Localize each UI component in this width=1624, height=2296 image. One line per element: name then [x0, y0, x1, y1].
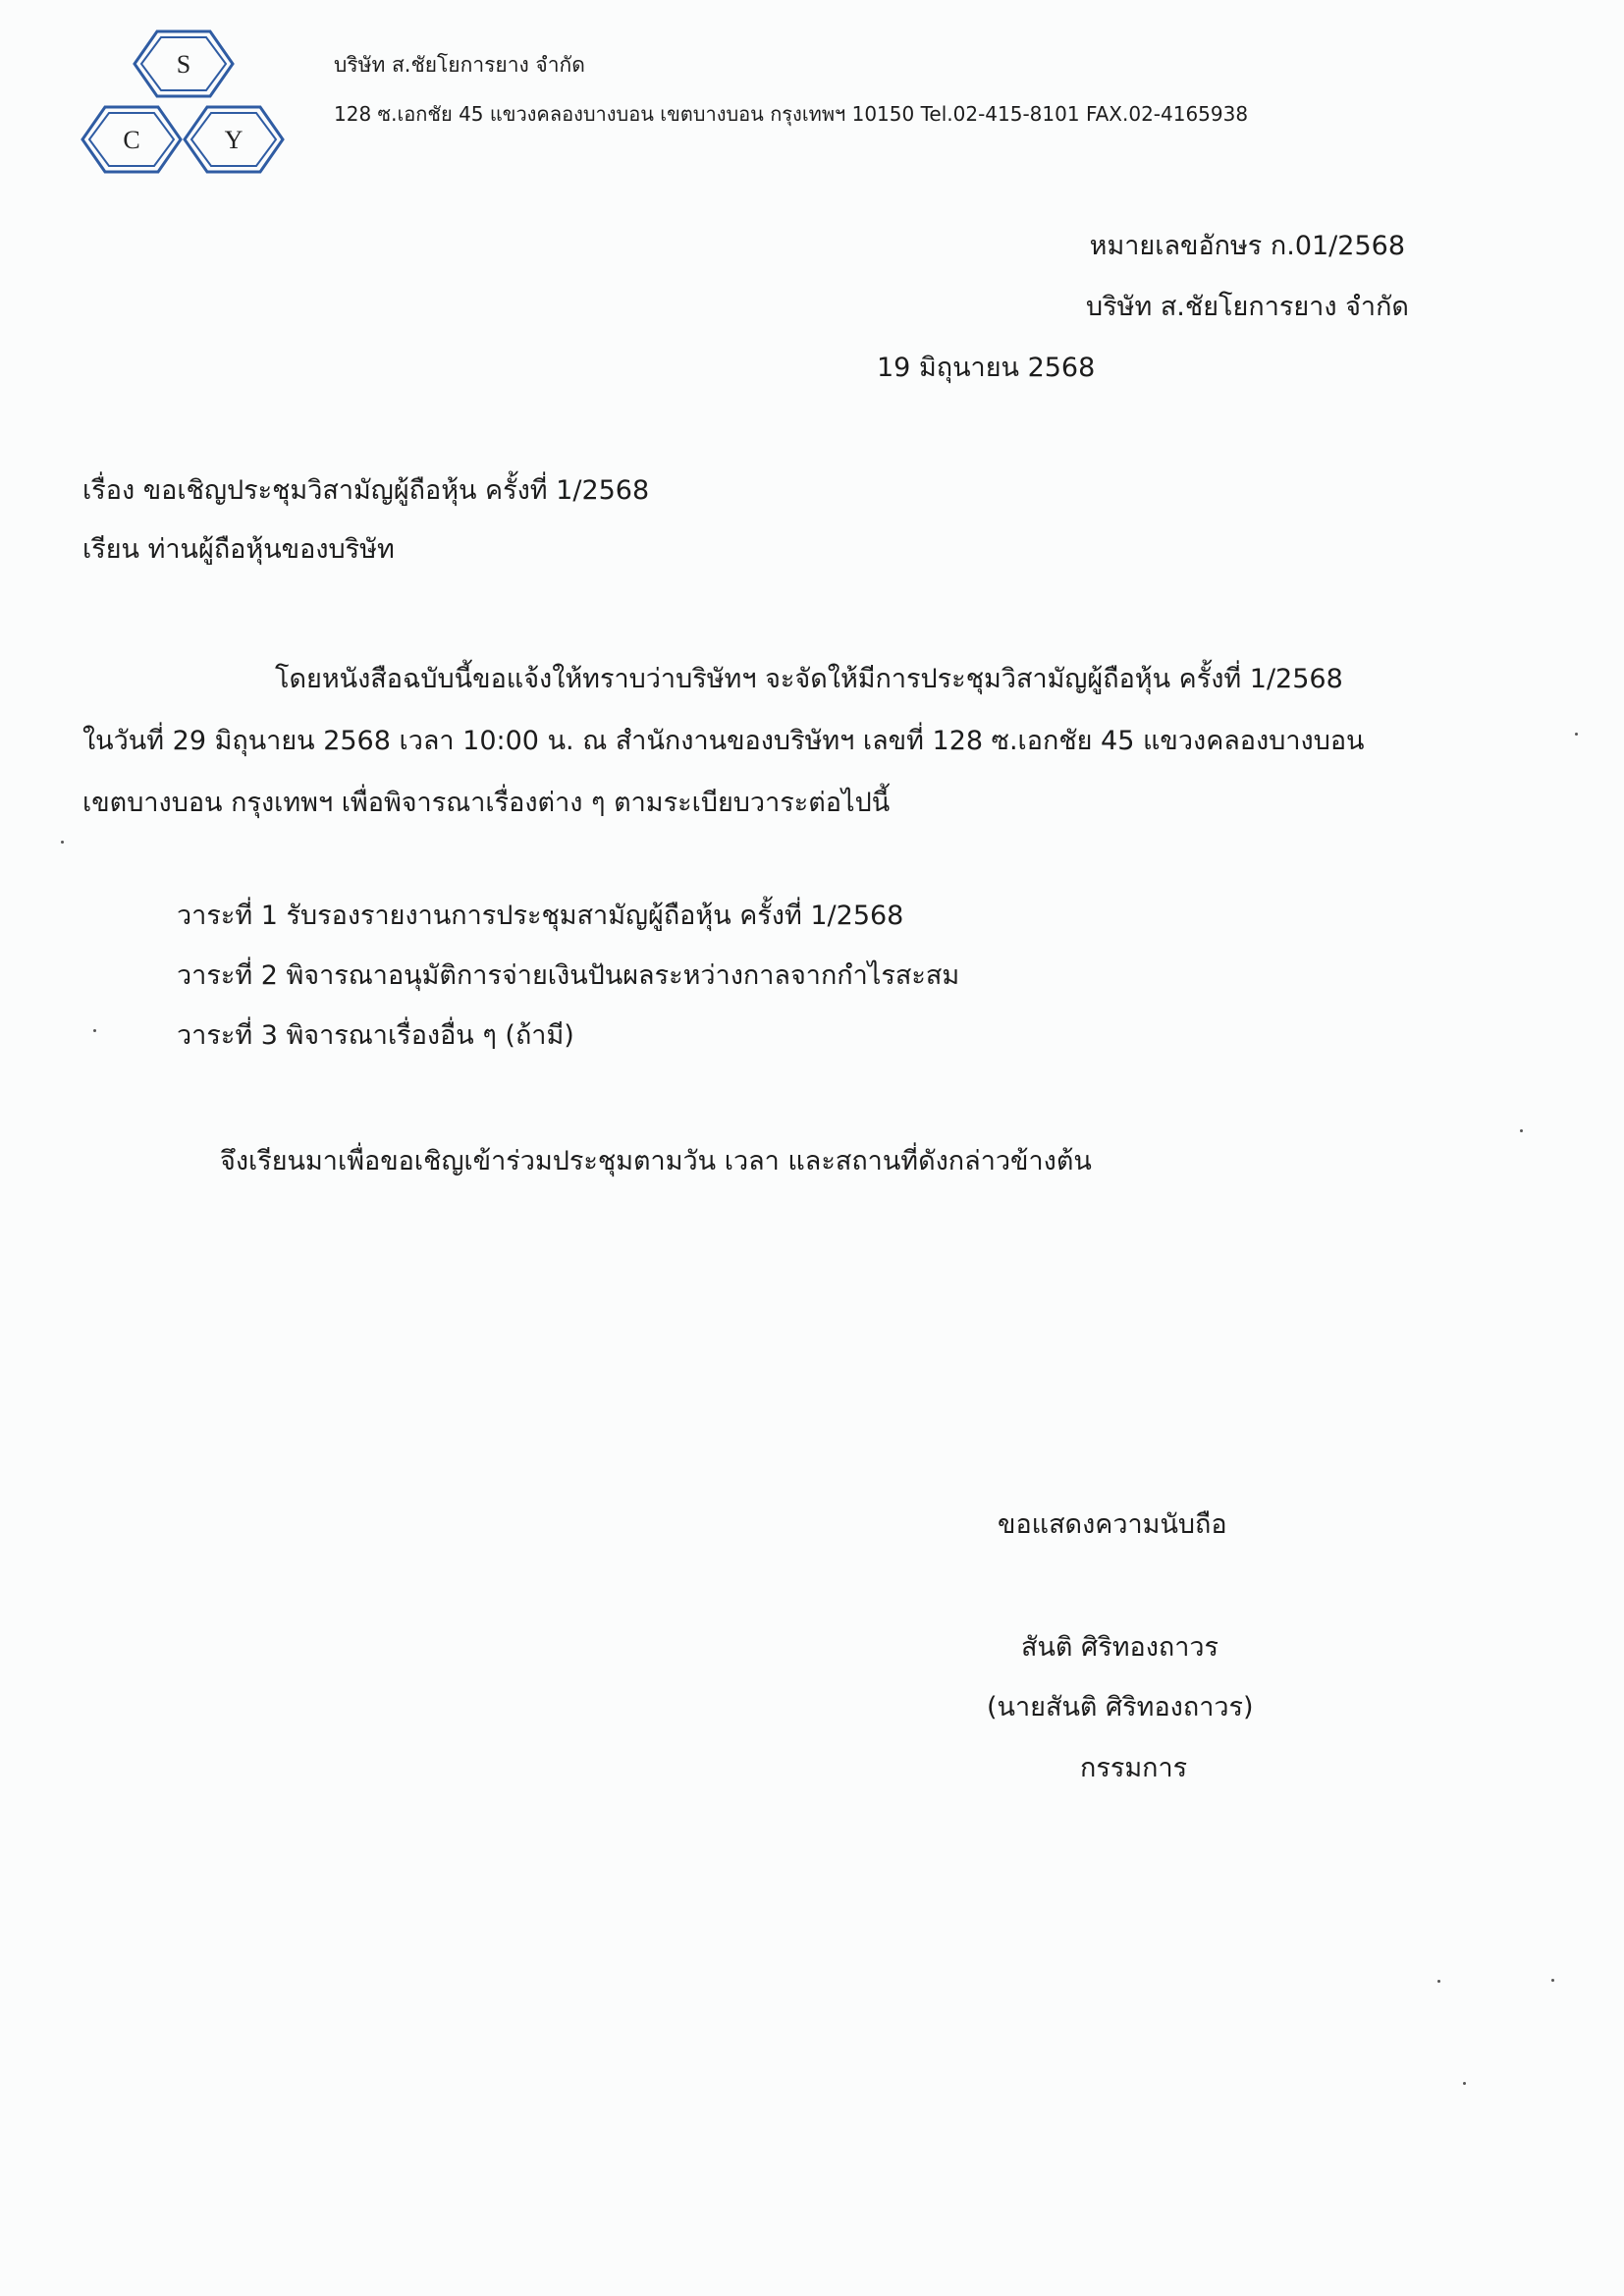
- agenda-list: [177, 886, 959, 1066]
- agenda-item: วาระที่ 2 พิจารณาอนุมัติการจ่ายเงินปันผลระหว่างกาลจากกำไรสะสม: [177, 960, 960, 991]
- scan-speck: [61, 841, 64, 844]
- closing-paragraph: จึงเรียนมาเพื่อขอเชิญเข้าร่วมประชุมตามวัน เวลา และสถานที่ดังกล่าวข้างต้น: [220, 1146, 1092, 1176]
- agenda-item: วาระที่ 3 พิจารณาเรื่องอื่น ๆ (ถ้ามี): [177, 1020, 574, 1051]
- scan-speck: [1463, 2082, 1466, 2085]
- body-paragraph: [82, 648, 1418, 834]
- scan-speck: [1520, 1129, 1523, 1132]
- letter-date: 19 มิถุนายน 2568: [877, 353, 1096, 383]
- issuer-name: บริษัท ส.ชัยโยการยาง จำกัด: [1086, 292, 1409, 322]
- scan-speck: [1575, 733, 1578, 736]
- signer-name: สันติ ศิริทองถาวร: [1021, 1632, 1219, 1663]
- agenda-item: วาระที่ 1 รับรองรายงานการประชุมสามัญผู้ถือหุ้น ครั้งที่ 1/2568: [177, 901, 904, 931]
- logo-letter-c: C: [123, 126, 140, 154]
- scan-speck: [93, 1029, 96, 1032]
- scan-speck: [1551, 1979, 1554, 1982]
- body-line: เขตบางบอน กรุงเทพฯ เพื่อพิจารณาเรื่องต่าง ๆ ตามระเบียบวาระต่อไปนี้: [82, 788, 891, 818]
- company-logo: [81, 29, 287, 177]
- letterhead-company-name: บริษัท ส.ชัยโยการยาง จำกัด: [334, 53, 585, 77]
- logo-letter-y: Y: [224, 126, 244, 154]
- reference-number: หมายเลขอักษร ก.01/2568: [1089, 231, 1405, 261]
- closing-regards: ขอแสดงความนับถือ: [998, 1509, 1227, 1540]
- logo-letter-s: S: [176, 50, 191, 79]
- scan-speck: [1437, 1980, 1440, 1983]
- body-line: ในวันที่ 29 มิถุนายน 2568 เวลา 10:00 น. ณ สำนักงานของบริษัทฯ เลขที่ 128 ซ.เอกชัย 45 แขวงคลองบางบอน: [82, 726, 1365, 756]
- signer-printed-name: (นายสันติ ศิริทองถาวร): [987, 1692, 1254, 1722]
- letterhead-address: 128 ซ.เอกชัย 45 แขวงคลองบางบอน เขตบางบอน กรุงเทพฯ 10150 Tel.02-415-8101 FAX.02-4165938: [334, 102, 1249, 126]
- body-line: โดยหนังสือฉบับนี้ขอแจ้งให้ทราบว่าบริษัทฯ จะจัดให้มีการประชุมวิสามัญผู้ถือหุ้น ครั้งที่ 1/2568: [275, 664, 1343, 694]
- letter-salutation: เรียน ท่านผู้ถือหุ้นของบริษัท: [82, 534, 395, 565]
- signer-title: กรรมการ: [1080, 1753, 1188, 1783]
- letter-subject: เรื่อง ขอเชิญประชุมวิสามัญผู้ถือหุ้น ครั้งที่ 1/2568: [82, 475, 650, 506]
